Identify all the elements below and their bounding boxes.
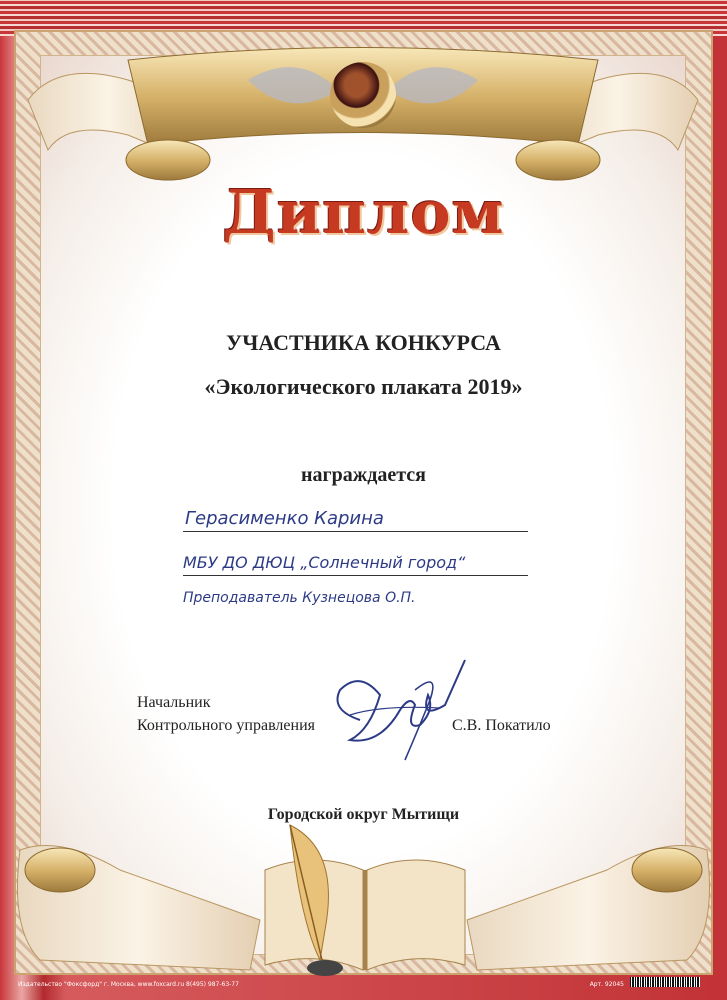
article-number: Арт. 92045 bbox=[589, 981, 624, 988]
institution-underline bbox=[183, 575, 528, 576]
participant-heading: УЧАСТНИКА КОНКУРСА bbox=[226, 330, 501, 355]
signatory-title-line1: Начальник bbox=[137, 694, 211, 711]
recipient-name: Герасименко Карина bbox=[185, 508, 384, 529]
name-underline bbox=[183, 531, 528, 532]
quill-icon bbox=[270, 820, 360, 980]
barcode-icon bbox=[630, 977, 700, 987]
publisher-footer bbox=[18, 977, 708, 993]
signatory-title-line2: Контрольного управления bbox=[137, 717, 315, 734]
awarded-label: награждается bbox=[301, 464, 426, 486]
institution-name: МБУ ДО ДЮЦ „Солнечный город“ bbox=[183, 553, 466, 572]
contest-name: «Экологического плаката 2019» bbox=[204, 374, 523, 399]
publisher-info: Издательство "Фоксфорд" г. Москва, www.foxcard.ru 8(495) 987-63-77 bbox=[18, 981, 239, 988]
city-district: Городской округ Мытищи bbox=[267, 806, 460, 823]
handwritten-signature bbox=[320, 650, 480, 780]
teacher-name: Преподаватель Кузнецова О.П. bbox=[183, 590, 416, 606]
diploma-title: Диплом bbox=[222, 178, 505, 248]
medal-icon bbox=[330, 62, 396, 128]
signatory-name: С.В. Покатило bbox=[452, 717, 551, 734]
